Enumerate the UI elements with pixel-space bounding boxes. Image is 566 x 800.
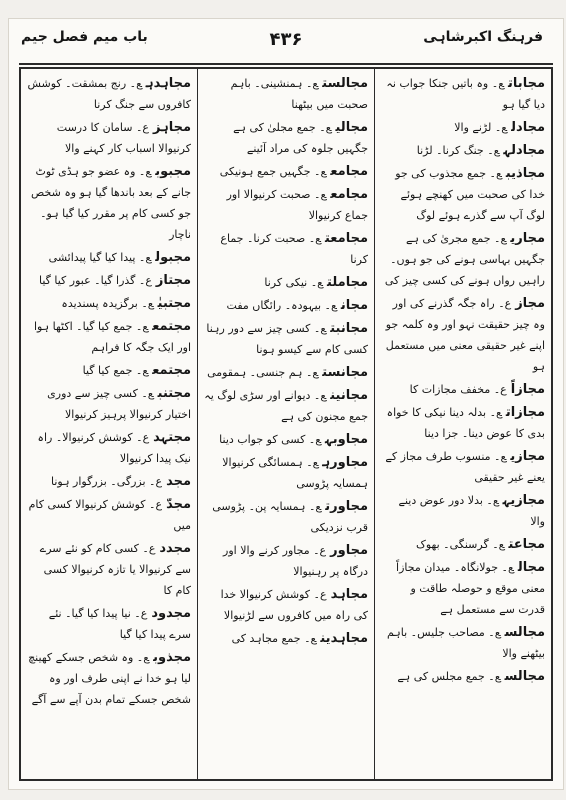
dictionary-entry bbox=[204, 540, 368, 582]
headword: مجاورت bbox=[325, 499, 368, 514]
headword: مجازی bbox=[510, 449, 545, 464]
page-number: ۴۳۶ bbox=[269, 29, 303, 50]
definition: ع۔ جمع مجلیٰ کی ہے جگہیں جلوہ کی مراد آئینے bbox=[233, 121, 368, 155]
definition: ع۔ جمع مجریٰ کی ہے جگہیں بہاسی ہونے کی جو ہوں۔ راہیں رواں ہونے کی کسی چیز کی bbox=[384, 232, 545, 287]
headword: مجانین bbox=[330, 388, 368, 403]
headword: مجازیہ bbox=[502, 493, 545, 508]
dictionary-entry bbox=[27, 161, 191, 245]
dictionary-page bbox=[8, 18, 564, 790]
dictionary-entry bbox=[204, 385, 368, 427]
definition: ع۔ کسی چیز سے دوری اختیار کرنیوالا پرہیز کرنیوالا bbox=[47, 387, 191, 421]
headword: مجتنب bbox=[157, 386, 191, 401]
headword: مجازات bbox=[505, 405, 545, 420]
definition: ع۔ سامان کا درست کرنیوالا اسباب کار کہنے والا bbox=[56, 121, 191, 155]
headword: مجد bbox=[166, 474, 191, 489]
headword: مجادل bbox=[511, 120, 545, 135]
dictionary-entry bbox=[204, 295, 368, 316]
dictionary-entry bbox=[27, 293, 191, 314]
dictionary-entry bbox=[27, 270, 191, 291]
definition: ع۔ جمع کیا گیا۔ اکٹھا ہوا اور ایک جگہ کا فراہم bbox=[33, 320, 191, 354]
dictionary-entry bbox=[27, 247, 191, 268]
headword: مجتمع bbox=[152, 319, 191, 334]
dictionary-entry bbox=[381, 117, 545, 138]
headword: مجامع bbox=[330, 187, 368, 202]
headword: مجدود bbox=[151, 606, 191, 621]
definition: ع۔ بیہودہ۔ رائگاں مفت bbox=[226, 299, 337, 312]
headword: مجاذیب bbox=[505, 166, 545, 181]
headword: مجاہد bbox=[330, 587, 368, 602]
definition: ع۔ دیوانے اور سڑی لوگ یہ جمع مجنون کی ہے bbox=[204, 389, 368, 423]
headword: مجانست bbox=[322, 365, 368, 380]
dictionary-entry bbox=[381, 228, 545, 291]
header-rule bbox=[19, 63, 553, 65]
definition: ع۔ صحبت کرنیوالا اور جماع کرنیوالا bbox=[226, 188, 368, 222]
dictionary-entry bbox=[27, 316, 191, 358]
book-title: فرہنگ اکبرشاہی bbox=[423, 29, 543, 45]
headword: مجال bbox=[517, 560, 545, 575]
headword: مجاہدین bbox=[320, 631, 368, 646]
headword: مجالس bbox=[504, 625, 545, 640]
definition: ع۔ کوشش کرنیوالا کسی کام میں bbox=[28, 498, 191, 532]
definition: ع۔ جمع کیا گیا bbox=[82, 364, 149, 377]
definition: ع۔ راہ جگہ گذرنے کی اور وہ چیز حقیقت نہو اور وہ کلمہ جو اپنے غیر حقیقی معنی میں مستعمل ہو bbox=[385, 297, 545, 373]
dictionary-entry bbox=[27, 494, 191, 536]
headword: مجبوب bbox=[155, 164, 191, 179]
dictionary-entry bbox=[381, 534, 545, 555]
headword: مجتمع bbox=[152, 363, 191, 378]
dictionary-entry bbox=[27, 383, 191, 425]
definition: ع۔ گذرا گیا۔ عبور کیا گیا bbox=[38, 274, 152, 287]
definition: ع۔ بدلہ دینا نیکی کا خواہ بدی کا عوض دینا۔ جزا دینا bbox=[386, 406, 545, 440]
headword: مجتبیٰ bbox=[157, 296, 191, 311]
column-left bbox=[21, 69, 198, 779]
definition: ع۔ جگہیں جمع ہونیکی bbox=[219, 165, 327, 178]
dictionary-entry bbox=[204, 161, 368, 182]
definition: ع۔ کسی چیز سے دور رہنا کسی کام سے کیسو ہونا bbox=[206, 322, 368, 356]
dictionary-entry bbox=[381, 73, 545, 115]
dictionary-entry bbox=[204, 228, 368, 270]
dictionary-entry bbox=[204, 318, 368, 360]
dictionary-entry bbox=[381, 163, 545, 226]
dictionary-entry bbox=[27, 73, 191, 115]
definition: ع۔ وہ شخص جسکے کھینچ لیا ہو خدا نے اپنی طرف اور وہ شخص جسکے تمام بدن آپے سے آگے bbox=[28, 651, 191, 706]
definition: ع۔ کوشش کرنیوالا۔ راہ نیک پیدا کرنیوالا bbox=[37, 431, 191, 465]
definition: ع۔ مجاور کرنے والا اور درگاہ پر رہنیوالا bbox=[223, 544, 368, 578]
definition: ع۔ رنج بمشقت۔ کوشش کافروں سے جنگ کرنا bbox=[27, 77, 191, 111]
dictionary-entry bbox=[204, 184, 368, 226]
dictionary-entry bbox=[204, 496, 368, 538]
headword: مجاہدہ bbox=[145, 76, 191, 91]
definition: ع۔ جولانگاہ۔ میدان مجازاً معنی موقع و حوصلہ طاقت و قدرت سے مستعمل ہے bbox=[396, 561, 545, 616]
dictionary-entry bbox=[27, 603, 191, 645]
definition: ع۔ نیا پیدا کیا گیا۔ نئے سرے پیدا کیا گیا bbox=[48, 607, 191, 641]
definition: ع۔ جمع مجاہد کی bbox=[231, 632, 317, 645]
dictionary-entry bbox=[381, 490, 545, 532]
headword: مجازاً bbox=[510, 382, 545, 397]
column-right bbox=[375, 69, 551, 779]
dictionary-entry bbox=[381, 446, 545, 488]
definition: ع۔ بدلا دور عوض دینے والا bbox=[398, 494, 545, 528]
headword: مجتہد bbox=[153, 430, 191, 445]
headword: مجادلہ bbox=[503, 143, 545, 158]
dictionary-entry bbox=[27, 360, 191, 381]
headword: مجاوبہ bbox=[325, 432, 368, 447]
dictionary-entry bbox=[381, 379, 545, 400]
dictionary-entry bbox=[204, 73, 368, 115]
definition: ع۔ کوشش کرنیوالا خدا کی راہ میں کافروں سے لڑنیوالا bbox=[220, 588, 368, 622]
headword: مجالی bbox=[335, 120, 368, 135]
definition: ع۔ جمع مجذوب کی جو خدا کی صحبت میں کھنچے ہوئے لوگ آپ سے گذرے ہوئے لوگ bbox=[395, 167, 545, 222]
headword: مجابات bbox=[508, 76, 545, 91]
headword: مجتاز bbox=[155, 273, 191, 288]
headword: مجان bbox=[340, 298, 368, 313]
headword: مجاہز bbox=[152, 120, 191, 135]
headword: مجاری bbox=[510, 231, 545, 246]
dictionary-entry bbox=[204, 429, 368, 450]
headword: مجاورہ bbox=[322, 455, 368, 470]
dictionary-entry bbox=[204, 452, 368, 494]
headword: مجدد bbox=[159, 541, 191, 556]
dictionary-entry bbox=[204, 628, 368, 649]
definition: ع۔ صحبت کرنا۔ جماع کرنا bbox=[220, 232, 368, 266]
definition: ع۔ ہم جنسی۔ ہمقومی bbox=[207, 366, 319, 379]
dictionary-entry bbox=[27, 117, 191, 159]
dictionary-entry bbox=[204, 272, 368, 293]
definition: ع۔ وہ باتیں جنکا جواب نہ دیا گیا ہو bbox=[386, 77, 545, 111]
dictionary-entry bbox=[381, 140, 545, 161]
definition: ع۔ نیکی کرنا bbox=[264, 276, 324, 289]
definition: ع۔ جنگ کرنا۔ لڑنا bbox=[416, 144, 500, 157]
dictionary-entry bbox=[381, 402, 545, 444]
dictionary-entry bbox=[381, 666, 545, 687]
definition: ع۔ گرسنگی۔ بھوک bbox=[416, 538, 505, 551]
headword: مجامع bbox=[330, 164, 368, 179]
definition: ع۔ وہ عضو جو ہڈی ٹوٹ جانے کے بعد باندھا گیا ہو وہ شخص جو کسی کام پر مقرر کیا گیا ہو۔ ناچار bbox=[31, 165, 191, 241]
definition: ع۔ کسی کو جواب دینا bbox=[219, 433, 322, 446]
definition: ع۔ بزرگی۔ بزرگوار ہونا bbox=[50, 475, 163, 488]
headword: مجبول bbox=[155, 250, 191, 265]
definition: ع۔ برگزیدہ پسندیدہ bbox=[61, 297, 154, 310]
headword: مجانبت bbox=[330, 321, 368, 336]
dictionary-entry bbox=[204, 362, 368, 383]
dictionary-entry bbox=[204, 584, 368, 626]
headword: مجالس bbox=[504, 669, 545, 684]
headword: مجالست bbox=[322, 76, 368, 91]
definition: ع۔ مخفف مجازات کا bbox=[409, 383, 507, 396]
definition: ع۔ جمع مجلس کی ہے bbox=[397, 670, 501, 683]
headword: مجدّ bbox=[166, 497, 191, 512]
definition: ع۔ مصاحب جلیس۔ باہم بیٹھنے والا bbox=[386, 626, 545, 660]
section-title: باب میم فصل جیم bbox=[21, 29, 148, 45]
definition: ع۔ لڑنے والا bbox=[454, 121, 508, 134]
headword: مجاور bbox=[330, 543, 368, 558]
dictionary-entry bbox=[27, 471, 191, 492]
dictionary-entry bbox=[27, 538, 191, 601]
dictionary-entry bbox=[204, 117, 368, 159]
definition: ع۔ ہمنشینی۔ باہم صحبت میں بیٹھنا bbox=[230, 77, 368, 111]
headword: مجذوب bbox=[153, 650, 191, 665]
definition: ع۔ منسوب طرف مجاز کے یعنے غیر حقیقی bbox=[385, 450, 545, 484]
headword: مجاعت bbox=[508, 537, 545, 552]
headword: مجامعت bbox=[325, 231, 368, 246]
dictionary-entry bbox=[27, 427, 191, 469]
page-header bbox=[9, 19, 563, 59]
definition: ع۔ ہمسائگی کرنیوالا ہمسایہ پڑوسی bbox=[222, 456, 368, 490]
headword: مجاز bbox=[515, 296, 545, 311]
dictionary-entry bbox=[27, 647, 191, 710]
definition: ع۔ ہمسایہ پن۔ پڑوسی قرب نزدیکی bbox=[212, 500, 368, 534]
column-middle bbox=[198, 69, 375, 779]
definition: ع۔ پیدا کیا گیا پیدائشی bbox=[48, 251, 152, 264]
dictionary-entry bbox=[381, 293, 545, 377]
definition: ع۔ کسی کام کو نئے سرے سے کرنیوالا یا تازہ کرنیوالا کسی کام کا bbox=[39, 542, 191, 597]
dictionary-entry bbox=[381, 557, 545, 620]
headword: مجاملت bbox=[327, 275, 368, 290]
columns-frame bbox=[19, 67, 553, 781]
dictionary-entry bbox=[381, 622, 545, 664]
